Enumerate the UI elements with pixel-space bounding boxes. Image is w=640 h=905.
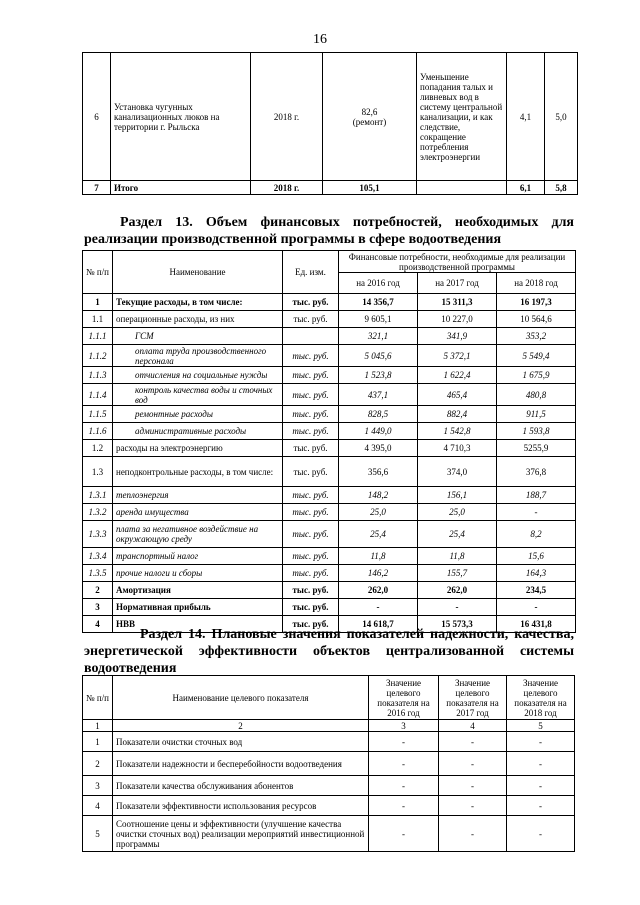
- value-2018: 16 431,8: [497, 616, 576, 633]
- row-name: транспортный налог: [113, 548, 283, 565]
- value-2016: 1 523,8: [339, 367, 418, 384]
- table-header-row: [83, 251, 576, 273]
- row-unit: тыс. руб.: [283, 504, 339, 521]
- column-number: 1: [83, 720, 113, 732]
- table-row: [83, 345, 576, 367]
- row-unit: тыс. руб.: [283, 440, 339, 457]
- row-number: 1.1: [83, 311, 113, 328]
- value-2016: -: [339, 599, 418, 616]
- row-name: контроль качества воды и сточных вод: [113, 384, 283, 406]
- value-2018: 376,8: [497, 457, 576, 487]
- value-2017: 341,9: [418, 328, 497, 345]
- row-unit: тыс. руб.: [283, 294, 339, 311]
- row-name: Показатели надежности и бесперебойности водоотведения: [113, 752, 369, 776]
- value-2016: 4 395,0: [339, 440, 418, 457]
- column-number: 2: [113, 720, 369, 732]
- value-2016: 11,8: [339, 548, 418, 565]
- value-2018: 16 197,3: [497, 294, 576, 311]
- value-1: 6,1: [507, 181, 545, 195]
- row-unit: тыс. руб.: [283, 599, 339, 616]
- row-name: административные расходы: [113, 423, 283, 440]
- row-number: 3: [83, 599, 113, 616]
- row-number: 7: [83, 181, 111, 195]
- row-number: 1.3.4: [83, 548, 113, 565]
- value-2016: -: [369, 816, 439, 852]
- value-2016: 14 356,7: [339, 294, 418, 311]
- value-2017: -: [439, 732, 507, 752]
- value-2017: 156,1: [418, 487, 497, 504]
- value-2016: 5 045,6: [339, 345, 418, 367]
- value-2017: 1 622,4: [418, 367, 497, 384]
- row-name: теплоэнергия: [113, 487, 283, 504]
- value-2018: 234,5: [497, 582, 576, 599]
- measure-cost: 105,1: [323, 181, 417, 195]
- table-row: [83, 796, 575, 816]
- value-2018: -: [507, 816, 575, 852]
- table-row: [83, 53, 578, 181]
- value-2016: -: [369, 732, 439, 752]
- row-number: 1.3.1: [83, 487, 113, 504]
- row-unit: тыс. руб.: [283, 367, 339, 384]
- value-2018: 1 593,8: [497, 423, 576, 440]
- value-2017: 10 227,0: [418, 311, 497, 328]
- value-2016: -: [369, 796, 439, 816]
- section-14-title-line2: энергетической эффективности объектов централизованной системы: [84, 644, 574, 659]
- row-number: 4: [83, 796, 113, 816]
- page-number: 16: [313, 32, 327, 47]
- value-2018: 10 564,6: [497, 311, 576, 328]
- table-row: [83, 487, 576, 504]
- row-number: 1.2: [83, 440, 113, 457]
- measure-effect: [417, 181, 507, 195]
- value-2016: 321,1: [339, 328, 418, 345]
- measure-name: Установка чугунных канализационных люков на территории г. Рыльска: [111, 53, 251, 181]
- value-2018: 5 549,4: [497, 345, 576, 367]
- value-2017: 882,4: [418, 406, 497, 423]
- measure-effect: Уменьшение попадания талых и ливневых вод в систему центральной канализации, и как следствие, сокращение потребления электроэнергии: [417, 53, 507, 181]
- row-unit: тыс. руб.: [283, 423, 339, 440]
- header-2016: на 2016 год: [339, 273, 418, 294]
- table-row: [83, 440, 576, 457]
- row-name: Соотношение цены и эффективности (улучшение качества очистки сточных вод) реализации мероприятий инвестиционной программы: [113, 816, 369, 852]
- table-row: [83, 311, 576, 328]
- value-2018: 164,3: [497, 565, 576, 582]
- row-unit: тыс. руб.: [283, 406, 339, 423]
- header-num: № п/п: [83, 676, 113, 720]
- header-2018: на 2018 год: [497, 273, 576, 294]
- value-2018: 8,2: [497, 521, 576, 548]
- section-14-heading: [84, 626, 574, 677]
- value-2016: 25,0: [339, 504, 418, 521]
- table-row: [83, 582, 576, 599]
- value-2016: 1 449,0: [339, 423, 418, 440]
- header-2017: на 2017 год: [418, 273, 497, 294]
- value-2018: 911,5: [497, 406, 576, 423]
- value-2018: -: [497, 504, 576, 521]
- value-2017: -: [439, 816, 507, 852]
- row-number: 1.1.5: [83, 406, 113, 423]
- row-number: 1: [83, 294, 113, 311]
- value-2016: -: [369, 776, 439, 796]
- row-unit: [283, 328, 339, 345]
- value-2017: 155,7: [418, 565, 497, 582]
- table-row: [83, 565, 576, 582]
- table-row: [83, 294, 576, 311]
- value-2: 5,0: [545, 53, 578, 181]
- table-row: [83, 816, 575, 852]
- value-2016: 146,2: [339, 565, 418, 582]
- section-13-title-line1: Раздел 13. Объем финансовых потребностей, необходимых для: [120, 215, 574, 230]
- value-1: 4,1: [507, 53, 545, 181]
- row-name: расходы на электроэнергию: [113, 440, 283, 457]
- measure-cost: 82,6 (ремонт): [323, 53, 417, 181]
- table-row: [83, 367, 576, 384]
- table-row: [83, 504, 576, 521]
- section-14-title-line3: водоотведения: [84, 661, 177, 676]
- value-2016: 828,5: [339, 406, 418, 423]
- row-unit: тыс. руб.: [283, 345, 339, 367]
- value-2018: 1 675,9: [497, 367, 576, 384]
- measure-year: 2018 г.: [251, 181, 323, 195]
- investment-measures-table: [82, 52, 578, 195]
- value-2017: -: [439, 752, 507, 776]
- table-row: [83, 599, 576, 616]
- header-num: № п/п: [83, 251, 113, 294]
- row-unit: тыс. руб.: [283, 311, 339, 328]
- row-number: 1.1.6: [83, 423, 113, 440]
- value-2018: 15,6: [497, 548, 576, 565]
- value-2017: 25,4: [418, 521, 497, 548]
- value-2018: -: [507, 752, 575, 776]
- header-financial-needs: Финансовые потребности, необходимые для реализации производственной программы: [339, 251, 576, 273]
- financial-needs-table: [82, 250, 576, 633]
- row-number: 1.1.3: [83, 367, 113, 384]
- value-2016: 9 605,1: [339, 311, 418, 328]
- value-2016: 262,0: [339, 582, 418, 599]
- value-2017: -: [439, 776, 507, 796]
- row-name: ремонтные расходы: [113, 406, 283, 423]
- row-number: 1.3.2: [83, 504, 113, 521]
- row-number: 1.3: [83, 457, 113, 487]
- value-2017: 1 542,8: [418, 423, 497, 440]
- row-name: Показатели качества обслуживания абонентов: [113, 776, 369, 796]
- row-name: неподконтрольные расходы, в том числе:: [113, 457, 283, 487]
- row-number: 1.3.5: [83, 565, 113, 582]
- table-row: [83, 406, 576, 423]
- header-2017: Значение целевого показателя на 2017 год: [439, 676, 507, 720]
- value-2016: 356,6: [339, 457, 418, 487]
- row-name: Амортизация: [113, 582, 283, 599]
- row-number: 5: [83, 816, 113, 852]
- table-row: [83, 328, 576, 345]
- measure-year: 2018 г.: [251, 53, 323, 181]
- row-number: 1.1.4: [83, 384, 113, 406]
- row-name: Текущие расходы, в том числе:: [113, 294, 283, 311]
- value-2016: 437,1: [339, 384, 418, 406]
- column-number: 5: [507, 720, 575, 732]
- value-2018: 5255,9: [497, 440, 576, 457]
- header-2016: Значение целевого показателя на 2016 год: [369, 676, 439, 720]
- row-number: 4: [83, 616, 113, 633]
- header-2018: Значение целевого показателя на 2018 год: [507, 676, 575, 720]
- value-2017: -: [439, 796, 507, 816]
- row-unit: тыс. руб.: [283, 487, 339, 504]
- header-name: Наименование целевого показателя: [113, 676, 369, 720]
- table-row: [83, 548, 576, 565]
- value-2018: -: [497, 599, 576, 616]
- row-name: отчисления на социальные нужды: [113, 367, 283, 384]
- header-unit: Ед. изм.: [283, 251, 339, 294]
- row-unit: тыс. руб.: [283, 521, 339, 548]
- row-name: аренда имущества: [113, 504, 283, 521]
- value-2016: 14 618,7: [339, 616, 418, 633]
- row-name: оплата труда производственного персонала: [113, 345, 283, 367]
- value-2018: 480,8: [497, 384, 576, 406]
- column-number: 4: [439, 720, 507, 732]
- row-unit: тыс. руб.: [283, 616, 339, 633]
- value-2: 5,8: [545, 181, 578, 195]
- value-2016: -: [369, 752, 439, 776]
- value-2017: 4 710,3: [418, 440, 497, 457]
- value-2018: -: [507, 776, 575, 796]
- row-unit: тыс. руб.: [283, 582, 339, 599]
- value-2017: 11,8: [418, 548, 497, 565]
- table-row-total: [83, 181, 578, 195]
- row-name: Показатели очистки сточных вод: [113, 732, 369, 752]
- row-number: 6: [83, 53, 111, 181]
- row-number: 1.1.1: [83, 328, 113, 345]
- column-number-row: [83, 720, 575, 732]
- value-2017: 5 372,1: [418, 345, 497, 367]
- row-unit: тыс. руб.: [283, 457, 339, 487]
- value-2016: 25,4: [339, 521, 418, 548]
- row-number: 3: [83, 776, 113, 796]
- row-number: 2: [83, 752, 113, 776]
- table-row: [83, 521, 576, 548]
- row-name: Показатели эффективности использования ресурсов: [113, 796, 369, 816]
- row-number: 1.3.3: [83, 521, 113, 548]
- row-unit: тыс. руб.: [283, 384, 339, 406]
- value-2017: 15 573,3: [418, 616, 497, 633]
- table-header-row: [83, 676, 575, 720]
- value-2018: 188,7: [497, 487, 576, 504]
- table-row: [83, 423, 576, 440]
- row-number: 1.1.2: [83, 345, 113, 367]
- table-row: [83, 384, 576, 406]
- row-name: Нормативная прибыль: [113, 599, 283, 616]
- value-2018: 353,2: [497, 328, 576, 345]
- value-2017: 465,4: [418, 384, 497, 406]
- value-2017: 374,0: [418, 457, 497, 487]
- row-name: прочие налоги и сборы: [113, 565, 283, 582]
- row-name: операционные расходы, из них: [113, 311, 283, 328]
- value-2017: 25,0: [418, 504, 497, 521]
- row-name: НВВ: [113, 616, 283, 633]
- table-row: [83, 732, 575, 752]
- value-2017: 262,0: [418, 582, 497, 599]
- row-unit: тыс. руб.: [283, 565, 339, 582]
- value-2018: -: [507, 732, 575, 752]
- row-number: 2: [83, 582, 113, 599]
- section-13-title-line2: реализации производственной программы в сфере водоотведения: [84, 232, 502, 247]
- value-2017: -: [418, 599, 497, 616]
- value-2017: 15 311,3: [418, 294, 497, 311]
- value-2016: 148,2: [339, 487, 418, 504]
- row-name: плата за негативное воздействие на окружающую среду: [113, 521, 283, 548]
- table-row: [83, 776, 575, 796]
- value-2018: -: [507, 796, 575, 816]
- row-unit: тыс. руб.: [283, 548, 339, 565]
- row-number: 1: [83, 732, 113, 752]
- table-row: [83, 457, 576, 487]
- section-13-heading: [84, 214, 574, 248]
- measure-name: Итого: [111, 181, 251, 195]
- row-name: ГСМ: [113, 328, 283, 345]
- section-14-title-line1: Раздел 14. Плановые значения показателей надежности, качества,: [140, 627, 574, 642]
- column-number: 3: [369, 720, 439, 732]
- header-name: Наименование: [113, 251, 283, 294]
- target-indicators-table: [82, 675, 575, 852]
- table-row: [83, 752, 575, 776]
